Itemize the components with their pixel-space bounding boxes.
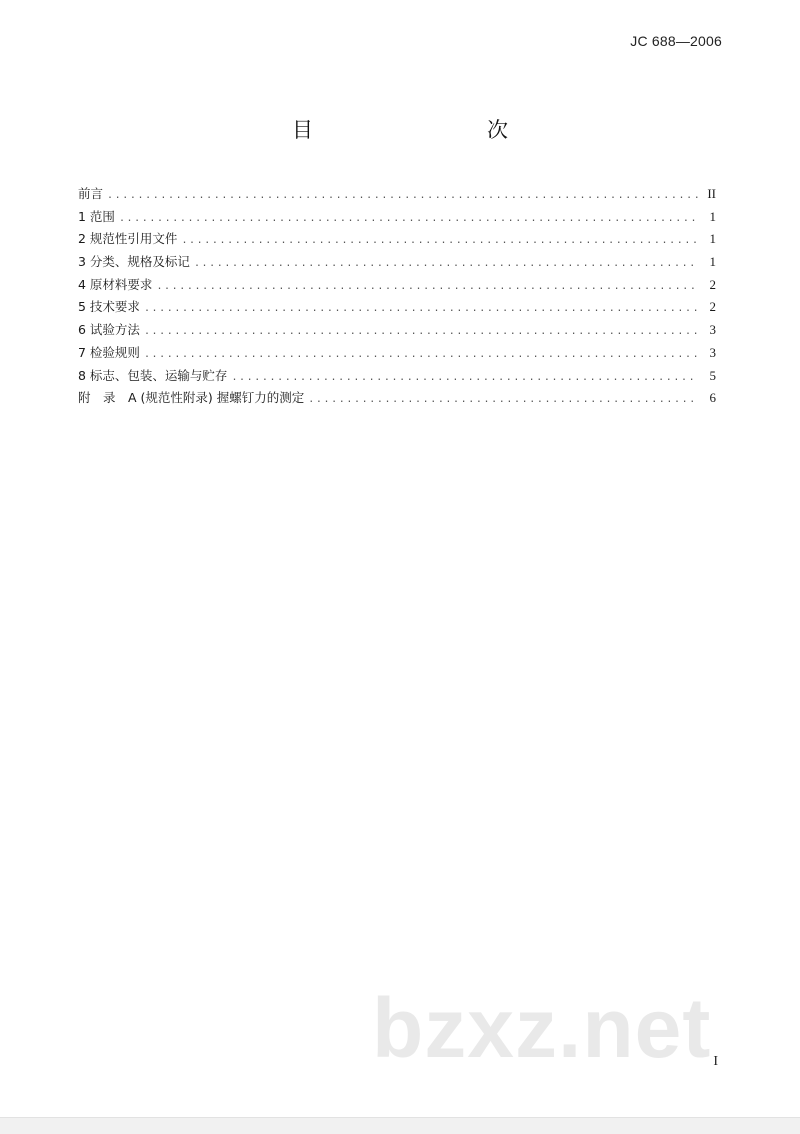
toc-leader-dots: [144, 344, 698, 367]
toc-leader-dots: [144, 321, 698, 344]
bottom-divider: [0, 1117, 800, 1134]
toc-entry-label: 3 分类、规格及标记: [78, 254, 190, 270]
toc-entry-label: 附 录 A (规范性附录) 握螺钉力的测定: [78, 390, 305, 406]
toc-leader-dots: [156, 276, 698, 299]
toc-leader-dots: [144, 298, 698, 321]
toc-entry-page: 1: [709, 254, 716, 270]
toc-entry-page: II: [707, 186, 716, 201]
toc-leader-dots: [181, 230, 698, 253]
toc-entry[interactable]: [78, 183, 716, 206]
toc-entry-page: 6: [709, 390, 716, 406]
toc-entry-label: 5 技术要求: [78, 299, 140, 315]
toc-leader-dots: [119, 208, 698, 231]
toc-entry-page: 2: [709, 299, 716, 315]
page-number: I: [713, 1054, 718, 1069]
toc-entry[interactable]: [78, 228, 716, 251]
toc-entry[interactable]: [78, 365, 716, 388]
page-title: 目 次: [292, 118, 552, 142]
toc-entry-page: 3: [709, 322, 716, 338]
toc-leader-dots: [308, 389, 698, 412]
toc-entry[interactable]: [78, 387, 716, 410]
toc-entry-label: 2 规范性引用文件: [78, 231, 178, 247]
toc-entry-label: 7 检验规则: [78, 344, 140, 360]
toc-entry-page: 2: [709, 276, 716, 292]
toc-entry[interactable]: [78, 342, 716, 365]
standard-code: JC 688—2006: [630, 33, 722, 49]
toc-entry[interactable]: [78, 319, 716, 342]
toc-entry[interactable]: [78, 206, 716, 229]
toc-entry[interactable]: [78, 296, 716, 319]
toc-entry-page: 1: [709, 208, 716, 224]
toc-entry-page: 3: [709, 344, 716, 360]
toc-leader-dots: [107, 185, 698, 208]
toc-entry[interactable]: [78, 251, 716, 274]
toc-entry-label: 前言: [78, 186, 104, 201]
toc-entry-label: 1 范围: [78, 208, 115, 224]
watermark: bzxz.net: [372, 981, 712, 1075]
toc-entry-page: 1: [709, 231, 716, 247]
toc-entry-page: 5: [709, 367, 716, 383]
toc-leader-dots: [194, 253, 698, 276]
toc-entry-label: 6 试验方法: [78, 322, 140, 338]
toc-entry[interactable]: [78, 274, 716, 297]
toc-entry-label: 8 标志、包装、运输与贮存: [78, 367, 228, 383]
toc-entry-label: 4 原材料要求: [78, 276, 153, 292]
toc-leader-dots: [231, 367, 698, 390]
table-of-contents: [78, 183, 716, 410]
